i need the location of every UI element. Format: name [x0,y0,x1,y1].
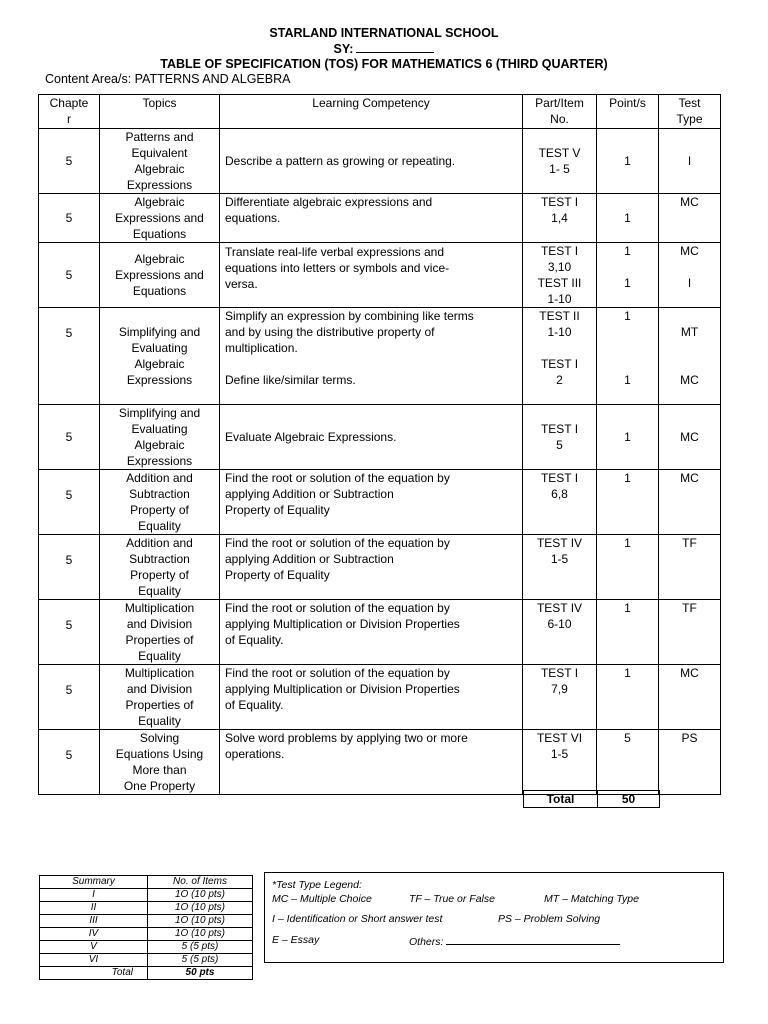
part-line: TEST I [540,666,579,680]
type-cell: TF [659,535,721,600]
summary-items: 1O (10 pts) [148,902,253,915]
points-cell: 1 [597,405,659,470]
document-title: TABLE OF SPECIFICATION (TOS) FOR MATHEMATICS 6 (THIRD QUARTER) [160,57,608,71]
competency-line: Evaluate Algebraic Expressions. [225,430,397,444]
topic-cell [100,730,220,795]
topic-line: and Division [126,682,193,696]
topic-line: Expressions [126,454,193,468]
part-line: 7,9 [551,682,568,696]
competency-cell [220,665,523,730]
header-part-line: No. [550,112,569,126]
header-competency [220,95,523,129]
type-cell: TF [659,600,721,665]
topic-line: Equality [138,649,181,663]
legend-mt: MT – Matching Type [544,893,639,905]
part-line: TEST II [539,309,580,323]
summary-test: I [40,889,148,902]
competency-cell [220,470,523,535]
type-cell: MC [659,194,721,243]
part-cell [523,405,597,470]
chapter-cell: 5 [39,129,100,194]
competency-line: applying Multiplication or Division Properties [225,617,460,631]
topic-cell [100,470,220,535]
competency-line: Describe a pattern as growing or repeating. [225,154,456,168]
table-row [39,308,721,405]
summary-items: 5 (5 pts) [148,954,253,967]
topic-line: One Property [123,779,196,793]
header-topics [100,95,220,129]
type-cell: I [659,129,721,194]
competency-line: Differentiate algebraic expressions and [225,195,433,209]
competency-line: Find the root or solution of the equation by [225,601,450,615]
part-line: 1- 5 [549,162,570,176]
topic-line: Properties of [125,633,194,647]
topic-line: Expressions and [115,211,204,225]
summary-total-value: 50 pts [148,967,253,980]
summary-row [40,941,253,954]
competency-line: of Equality. [225,633,284,647]
part-cell [523,194,597,243]
competency-line: Find the root or solution of the equation by [225,536,450,550]
points-cell: 1 [597,535,659,600]
competency-cell [220,535,523,600]
header-type [659,95,721,129]
table-row [39,600,721,665]
topic-line: Expressions [126,373,193,387]
points-cell: 1 [597,129,659,194]
specification-table [38,94,721,795]
competency-line: and by using the distributive property of [225,325,435,339]
chapter-cell: 5 [39,600,100,665]
competency-line: Property of Equality [225,568,330,582]
part-line: 5 [556,438,563,452]
competency-cell [220,308,523,405]
competency-line: Find the root or solution of the equation by [225,666,450,680]
header-type-line: Test [678,96,701,110]
topic-line: Algebraic [134,252,185,266]
points-cell: 5 [597,730,659,795]
chapter-cell: 5 [39,535,100,600]
part-line: 6-10 [547,617,572,631]
part-cell [523,470,597,535]
part-line: TEST VI [536,731,583,745]
topic-line: Properties of [125,698,194,712]
competency-line: equations. [225,211,281,225]
header-chapter [39,95,100,129]
topic-line: Simplifying and [118,406,201,420]
topic-line: Equality [138,714,181,728]
summary-test: IV [40,928,148,941]
topic-line: Patterns and [125,130,194,144]
total-value: 50 [598,791,660,808]
chapter-cell: 5 [39,405,100,470]
topic-line: Subtraction [129,552,190,566]
competency-line: applying Addition or Subtraction [225,552,394,566]
part-cell [523,243,597,308]
part-line: 3,10 [547,260,572,274]
legend-tf: TF – True or False [409,893,495,905]
summary-items: 1O (10 pts) [148,915,253,928]
header-chapter-line: r [67,112,71,126]
competency-line: of Equality. [225,698,284,712]
header-chapter-line: Chapte [49,96,89,110]
table-row [39,470,721,535]
topic-line: and Division [126,617,193,631]
legend-title: *Test Type Legend: [272,879,362,891]
summary-row [40,889,253,902]
competency-cell [220,730,523,795]
part-line: TEST I [540,471,579,485]
part-line: 1-10 [547,325,572,339]
competency-cell [220,243,523,308]
topic-line: Property of [130,568,189,582]
summary-header-label: Summary [40,876,148,889]
part-line: 1-10 [547,292,572,306]
part-line: TEST IV [536,536,583,550]
table-header-row [39,95,721,129]
topic-line: Multiplication [124,601,195,615]
sy-blank-line [356,41,434,53]
content-area: Content Area/s: PATTERNS AND ALGEBRA [45,72,291,86]
competency-line: operations. [225,747,285,761]
topic-line: Expressions and [115,268,204,282]
part-line: 1,4 [551,211,568,225]
topic-line: Equations [132,227,187,241]
competency-line: Define like/similar terms. [225,373,356,387]
header-topics-text: Topics [142,96,177,110]
topic-line: Evaluating [131,341,188,355]
type-cell: MC I [659,243,721,308]
legend-i: I – Identification or Short answer test [272,913,443,925]
chapter-cell: 5 [39,665,100,730]
summary-test: VI [40,954,148,967]
topic-line: Solving [139,731,180,745]
table-row [39,405,721,470]
summary-row [40,928,253,941]
part-line: TEST V [538,146,581,160]
competency-cell [220,405,523,470]
competency-cell [220,600,523,665]
part-cell [523,665,597,730]
competency-line: multiplication. [225,341,298,355]
topic-cell [100,405,220,470]
summary-total-row [40,967,253,980]
part-cell [523,730,597,795]
type-cell: MT MC [659,308,721,405]
competency-line: versa. [225,277,258,291]
part-line: TEST I [540,357,579,371]
test-type-legend [264,872,724,963]
table-row [39,129,721,194]
summary-row [40,902,253,915]
chapter-cell: 5 [39,730,100,795]
summary-test: II [40,902,148,915]
topic-line: Equivalent [131,146,188,160]
summary-test: V [40,941,148,954]
topic-line: Equality [138,584,181,598]
chapter-cell: 5 [39,308,100,405]
part-line: 1-5 [550,552,569,566]
topic-line: Expressions [126,178,193,192]
legend-others: Others: [409,934,620,948]
competency-line: applying Addition or Subtraction [225,487,394,501]
competency-line: Translate real-life verbal expressions and [225,245,444,259]
points-cell: 1 [597,194,659,243]
part-line: TEST I [540,422,579,436]
topic-line: Equations [132,284,187,298]
topic-line: Property of [130,503,189,517]
points-cell: 1 [597,600,659,665]
competency-cell [220,129,523,194]
points-cell: 1 [597,470,659,535]
chapter-cell: 5 [39,243,100,308]
type-cell: PS [659,730,721,795]
summary-items: 1O (10 pts) [148,889,253,902]
school-name: STARLAND INTERNATIONAL SCHOOL [269,26,499,40]
points-cell: 1 1 [597,243,659,308]
part-line: TEST I [540,195,579,209]
summary-items: 5 (5 pts) [148,941,253,954]
header-competency-text: Learning Competency [312,96,430,110]
summary-total-label: Total [40,967,148,980]
topic-cell [100,535,220,600]
topic-line: Evaluating [131,422,188,436]
competency-line: applying Multiplication or Division Properties [225,682,460,696]
total-label: Total [524,791,598,808]
part-line: 1-5 [550,747,569,761]
part-line: TEST IV [536,601,583,615]
chapter-cell: 5 [39,470,100,535]
header-points [597,95,659,129]
part-line: 6,8 [551,487,568,501]
part-cell [523,535,597,600]
competency-line: Property of Equality [225,503,330,517]
legend-mc: MC – Multiple Choice [272,893,372,905]
summary-header-items: No. of Items [148,876,253,889]
topic-cell [100,243,220,308]
topic-cell [100,308,220,405]
part-line: 2 [556,373,563,387]
type-cell: MC [659,665,721,730]
part-cell [523,308,597,405]
topic-cell [100,129,220,194]
table-row [39,535,721,600]
topic-cell [100,600,220,665]
header-part-line: Part/Item [535,96,584,110]
total-table [523,790,660,808]
points-cell: 1 [597,665,659,730]
others-blank-line [446,934,620,945]
competency-line: Solve word problems by applying two or more [225,731,468,745]
table-row [39,194,721,243]
competency-line: Find the root or solution of the equation by [225,471,450,485]
part-line: TEST III [537,276,582,290]
legend-e: E – Essay [272,934,320,946]
sy-label: SY: [333,42,354,56]
topic-line: More than [132,763,187,777]
topic-line: Algebraic [134,357,185,371]
table-row [39,730,721,795]
table-row [39,665,721,730]
topic-line: Subtraction [129,487,190,501]
header-part [523,95,597,129]
legend-ps: PS – Problem Solving [498,913,601,925]
competency-cell [220,194,523,243]
summary-table [39,875,253,980]
topic-cell [100,194,220,243]
topic-line: Algebraic [134,195,185,209]
header-points-text: Point/s [609,96,646,110]
topic-line: Addition and [126,471,193,485]
points-cell: 1 1 [597,308,659,405]
topic-line: Addition and [126,536,193,550]
topic-line: Multiplication [124,666,195,680]
summary-header-row [40,876,253,889]
topic-line: Equality [138,519,181,533]
summary-row [40,954,253,967]
header-type-line: Type [676,112,703,126]
summary-test: III [40,915,148,928]
competency-line: equations into letters or symbols and vice- [225,261,450,275]
topic-line: Algebraic [134,438,185,452]
type-cell: MC [659,470,721,535]
summary-items: 1O (10 pts) [148,928,253,941]
competency-line: Simplify an expression by combining like terms [225,309,474,323]
chapter-cell: 5 [39,194,100,243]
type-cell: MC [659,405,721,470]
topic-cell [100,665,220,730]
table-row [39,243,721,308]
school-year [0,41,768,56]
summary-row [40,915,253,928]
topic-line: Simplifying and [118,325,201,339]
part-line: TEST I [540,244,579,258]
topic-line: Equations Using [115,747,204,761]
topic-line: Algebraic [134,162,185,176]
part-cell [523,129,597,194]
part-cell [523,600,597,665]
